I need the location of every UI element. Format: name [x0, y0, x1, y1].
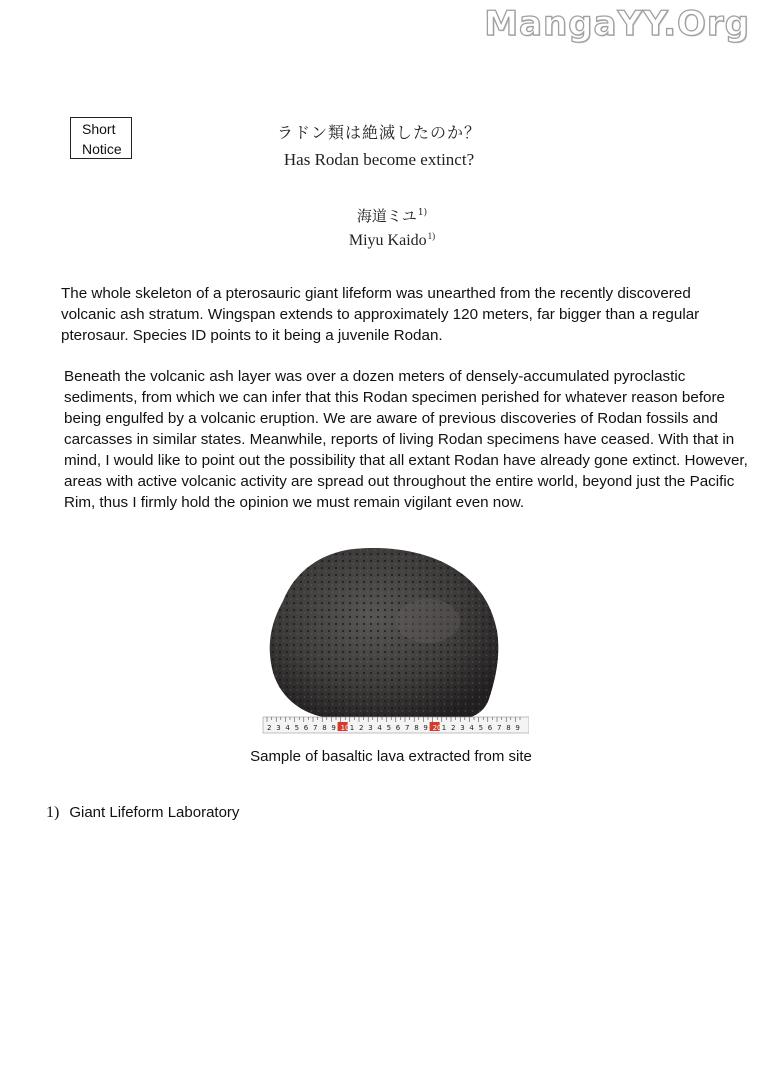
ruler-label: 9 [515, 724, 520, 732]
figure-caption: Sample of basaltic lava extracted from site [250, 748, 532, 765]
ruler-label: 4 [377, 724, 382, 732]
ruler-label: 2 [451, 724, 456, 732]
ruler-label: 4 [469, 724, 474, 732]
ruler-label: 10 [340, 724, 350, 732]
ruler-label: 3 [276, 724, 281, 732]
ruler-label: 6 [395, 724, 401, 732]
ruler-label: 5 [294, 724, 300, 732]
footnote [46, 804, 239, 822]
ruler-label: 3 [368, 724, 373, 732]
ruler-label: 6 [487, 724, 493, 732]
author-affiliation-mark-en: 1) [427, 231, 436, 241]
body-paragraph-2: Beneath the volcanic ash layer was over a dozen meters of densely-accumulated pyroclastic sediments, from which we can infer that this Rodan specimen perished for whatever reason before being engulfed by a volcanic eruption. We are aware of previous discoveries of Rodan fossils and carcasses in similar states. Meanwhile, reports of living Rodan specimens have ceased. With that in mind, I would like to point out the possibility that all extant Rodan have already gone extinct. However, areas with active volcanic activity are spread out throughout the entire world, beyond just the Pacific Rim, thus I firmly hold the opinion we must remain vigilant even now. [64, 368, 748, 511]
ruler-label: 8 [414, 724, 419, 732]
author-english [0, 231, 758, 250]
ruler-label: 1 [349, 724, 355, 732]
ruler-label: 2 [267, 724, 272, 732]
notice-line-1: Short [82, 121, 116, 137]
ruler-label: 9 [331, 724, 336, 732]
basalt-lava-photo [243, 531, 529, 741]
ruler-label: 1 [441, 724, 447, 732]
ruler-label: 3 [460, 724, 465, 732]
footnote-text: Giant Lifeform Laboratory [69, 804, 240, 821]
ruler-label: 6 [303, 724, 309, 732]
ruler-label: 7 [497, 724, 502, 732]
footnote-number: 1) [46, 804, 60, 821]
ruler-label: 5 [478, 724, 484, 732]
ruler-label: 7 [313, 724, 318, 732]
ruler-label: 20 [432, 724, 442, 732]
author-english-name: Miyu Kaido [348, 232, 427, 249]
ruler-label: 2 [359, 724, 364, 732]
author-affiliation-mark-ja: 1) [417, 208, 428, 218]
ruler-label: 5 [386, 724, 392, 732]
ruler-label: 7 [405, 724, 410, 732]
ruler-label: 8 [506, 724, 511, 732]
body-paragraph-1: The whole skeleton of a pterosauric giant lifeform was unearthed from the recently discovered volcanic ash stratum. Wingspan extends to approximately 120 meters, far bigger than a regular pterosaur. Species ID points to it being a juvenile Rodan. [61, 285, 700, 344]
ruler-label: 4 [285, 724, 290, 732]
title-japanese: ラドン類は絶滅したのか？ [276, 123, 481, 142]
author-japanese [0, 205, 758, 226]
author-japanese-name: 海道ミユ [356, 207, 417, 225]
ruler-label: 9 [423, 724, 428, 732]
ruler-label: 8 [322, 724, 327, 732]
watermark: MangaYY.Org [484, 4, 750, 44]
title-english: Has Rodan become extinct? [283, 150, 475, 169]
notice-line-2: Notice [82, 141, 122, 157]
measuring-ruler [263, 717, 529, 733]
